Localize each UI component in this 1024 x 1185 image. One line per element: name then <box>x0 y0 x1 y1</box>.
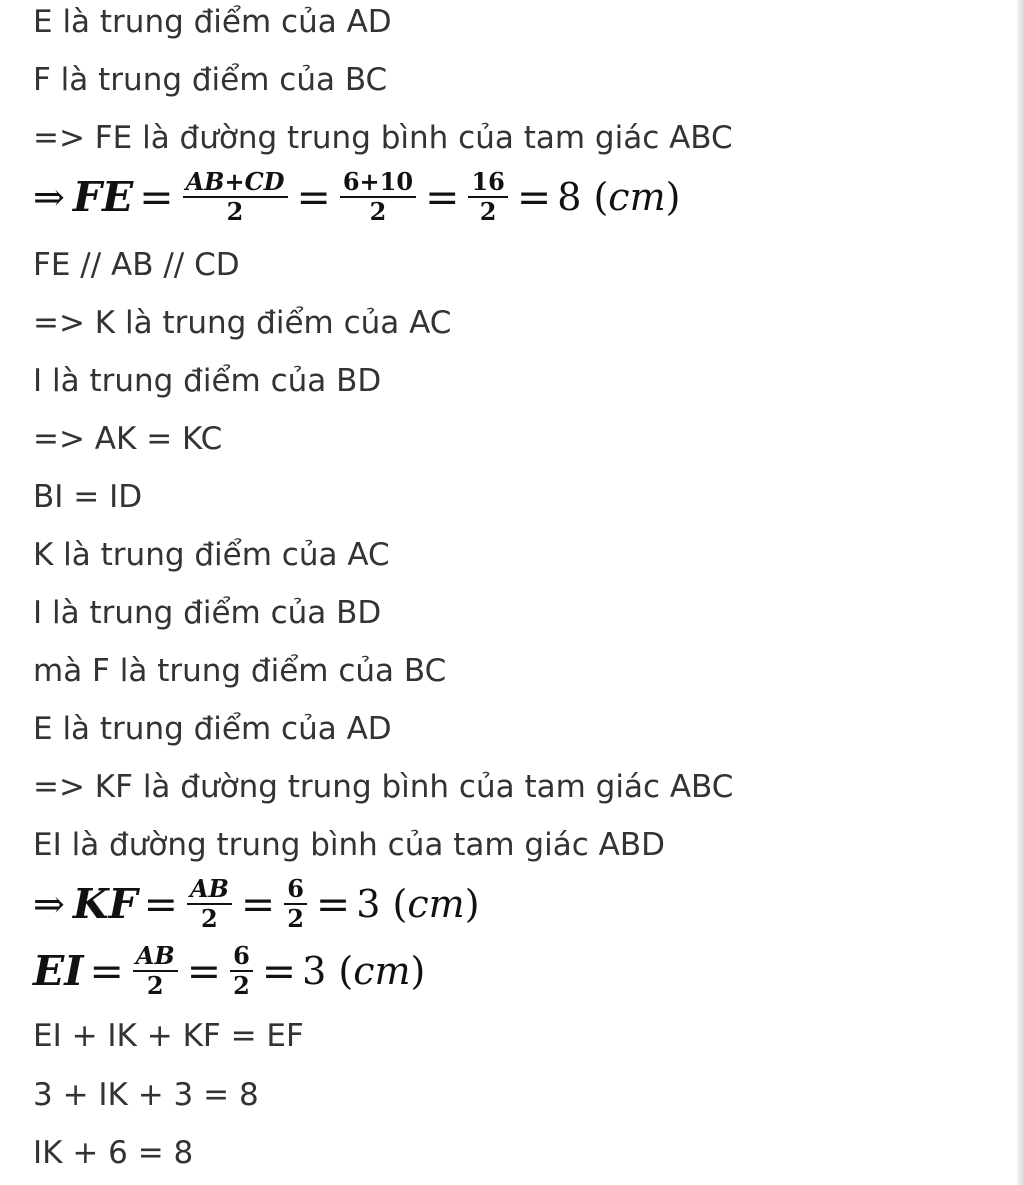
formula-unit: (cm) <box>326 949 426 993</box>
implies-symbol: ⇒ <box>33 175 65 219</box>
fraction <box>187 874 232 933</box>
text-line: E là trung điểm của AD <box>33 4 392 40</box>
formula-result: 3 <box>302 949 327 993</box>
text-line: FE // AB // CD <box>33 247 240 283</box>
fraction <box>183 167 288 226</box>
text-line: mà F là trung điểm của BC <box>33 653 447 689</box>
fraction-denominator: 2 <box>233 971 250 1000</box>
fraction <box>284 874 307 933</box>
text-line: => FE là đường trung bình của tam giác ABC <box>33 120 733 156</box>
text-line: I là trung điểm của BD <box>33 595 382 631</box>
text-line: => K là trung điểm của AC <box>33 305 452 341</box>
fraction-numerator: 16 <box>471 167 505 196</box>
text-line: => AK = KC <box>33 421 223 457</box>
formula-kf <box>33 874 480 933</box>
fraction <box>340 167 416 226</box>
text-line: => KF là đường trung bình của tam giác ABC <box>33 769 734 805</box>
text-line: BI = ID <box>33 479 143 515</box>
fraction-denominator: 2 <box>226 197 244 226</box>
equals-sign: = <box>186 946 222 995</box>
right-edge-border <box>1017 0 1024 1185</box>
formula-result: 3 <box>356 882 381 926</box>
equals-sign: = <box>516 172 552 221</box>
equals-sign: = <box>425 172 460 221</box>
implies-symbol: ⇒ <box>33 882 65 926</box>
text-line: F là trung điểm của BC <box>33 62 388 98</box>
formula-lhs: KF <box>72 879 138 928</box>
equals-sign: = <box>143 879 178 928</box>
fraction <box>230 941 253 1000</box>
fraction <box>133 941 178 1000</box>
fraction-numerator: 6 <box>233 941 250 970</box>
equals-sign: = <box>296 172 331 221</box>
fraction-denominator: 2 <box>287 904 304 933</box>
fraction-numerator: 6 <box>287 874 304 903</box>
fraction <box>468 167 507 226</box>
fraction-denominator: 2 <box>201 904 218 933</box>
fraction-numerator: AB <box>135 941 175 970</box>
text-line: IK + 6 = 8 <box>33 1135 194 1171</box>
text-line: E là trung điểm của AD <box>33 711 392 747</box>
formula-unit: (cm) <box>581 175 681 219</box>
formula-ei <box>33 941 426 1000</box>
text-line: K là trung điểm của AC <box>33 537 390 573</box>
formula-lhs: EI <box>33 946 84 995</box>
fraction-denominator: 2 <box>369 197 387 226</box>
equals-sign: = <box>240 879 276 928</box>
text-line: EI là đường trung bình của tam giác ABD <box>33 827 665 863</box>
text-line: I là trung điểm của BD <box>33 363 382 399</box>
fraction-numerator: AB+CD <box>185 167 285 196</box>
fraction-denominator: 2 <box>479 197 497 226</box>
formula-result: 8 <box>557 175 582 219</box>
fraction-numerator: AB <box>189 874 229 903</box>
text-line: EI + IK + KF = EF <box>33 1018 304 1054</box>
equals-sign: = <box>261 946 297 995</box>
equals-sign: = <box>89 946 124 995</box>
formula-unit: (cm) <box>380 882 480 926</box>
fraction-denominator: 2 <box>146 971 164 1000</box>
formula-fe <box>33 167 681 226</box>
fraction-numerator: 6+10 <box>342 167 414 196</box>
equals-sign: = <box>139 172 174 221</box>
text-line: 3 + IK + 3 = 8 <box>33 1077 259 1113</box>
formula-lhs: FE <box>72 172 134 221</box>
equals-sign: = <box>315 879 351 928</box>
